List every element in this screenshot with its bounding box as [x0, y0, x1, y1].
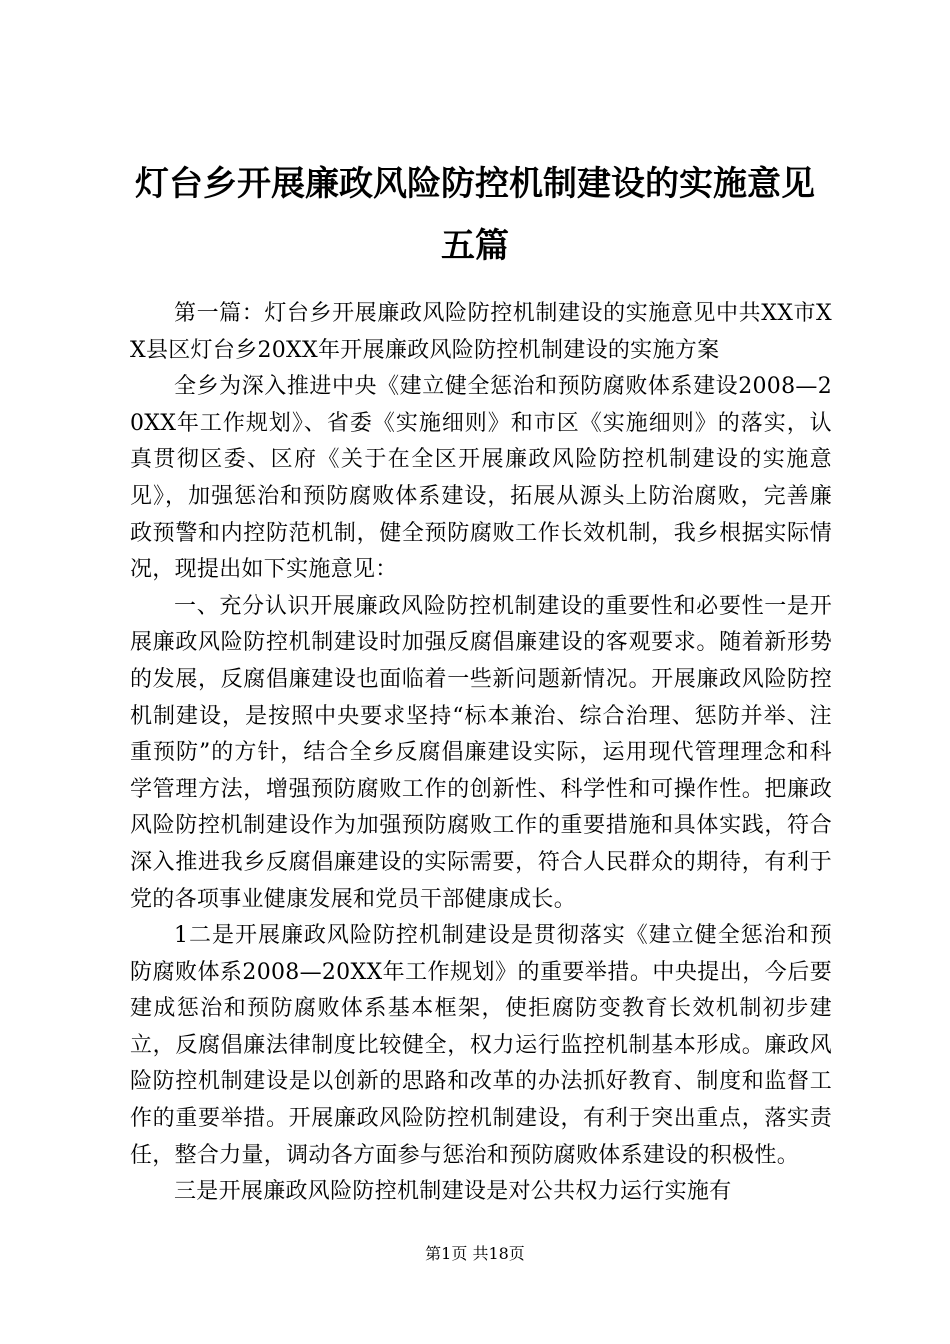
paragraph-2: 全乡为深入推进中央《建立健全惩治和预防腐败体系建设2008—20XX年工作规划》、省委《实施细则》和市区《实施细则》的落实，认真贯彻区委、区府《关于在全区开展廉政风险防控机制建设的实施意见》，加强惩治和预防腐败体系建设，拓展从源头上防治腐败，完善廉政预警和内控防范机制，健全预防腐败工作长效机制，我乡根据实际情况，现提出如下实施意见：: [130, 374, 832, 583]
paragraph-4: 1二是开展廉政风险防控机制建设是贯彻落实《建立健全惩治和预防腐败体系2008—20XX年工作规划》的重要举措。中央提出，今后要建成惩治和预防腐败体系基本框架，使拒腐防变教育长效机制初步建立，反腐倡廉法律制度比较健全，权力运行监控机制基本形成。廉政风险防控机制建设是以创新的思路和改革的办法抓好教育、制度和监督工作的重要举措。开展廉政风险防控机制建设，有利于突出重点，落实责任，整合力量，调动各方面参与惩治和预防腐败体系建设的积极性。: [130, 923, 832, 1168]
document-body: [130, 296, 832, 1211]
page-footer: 第1页 共18页: [425, 1244, 525, 1263]
document-title-line-2: 五篇: [441, 226, 509, 266]
document-title-line-1: 灯台乡开展廉政风险防控机制建设的实施意见: [135, 164, 815, 204]
paragraph-3: 一、充分认识开展廉政风险防控机制建设的重要性和必要性一是开展廉政风险防控机制建设时加强反腐倡廉建设的客观要求。随着新形势的发展，反腐倡廉建设也面临着一些新问题新情况。开展廉政风险防控机制建设，是按照中央要求坚持“标本兼治、综合治理、惩防并举、注重预防”的方针，结合全乡反腐倡廉建设实际，运用现代管理理念和科学管理方法，增强预防腐败工作的创新性、科学性和可操作性。把廉政风险防控机制建设作为加强预防腐败工作的重要措施和具体实践，符合深入推进我乡反腐倡廉建设的实际需要，符合人民群众的期待，有利于党的各项事业健康发展和党员干部健康成长。: [130, 593, 832, 912]
paragraph-5: 三是开展廉政风险防控机制建设是对公共权力运行实施有: [174, 1179, 732, 1205]
paragraph-1: 第一篇：灯台乡开展廉政风险防控机制建设的实施意见中共XX市XX县区灯台乡20XX年开展廉政风险防控机制建设的实施方案: [130, 301, 832, 363]
